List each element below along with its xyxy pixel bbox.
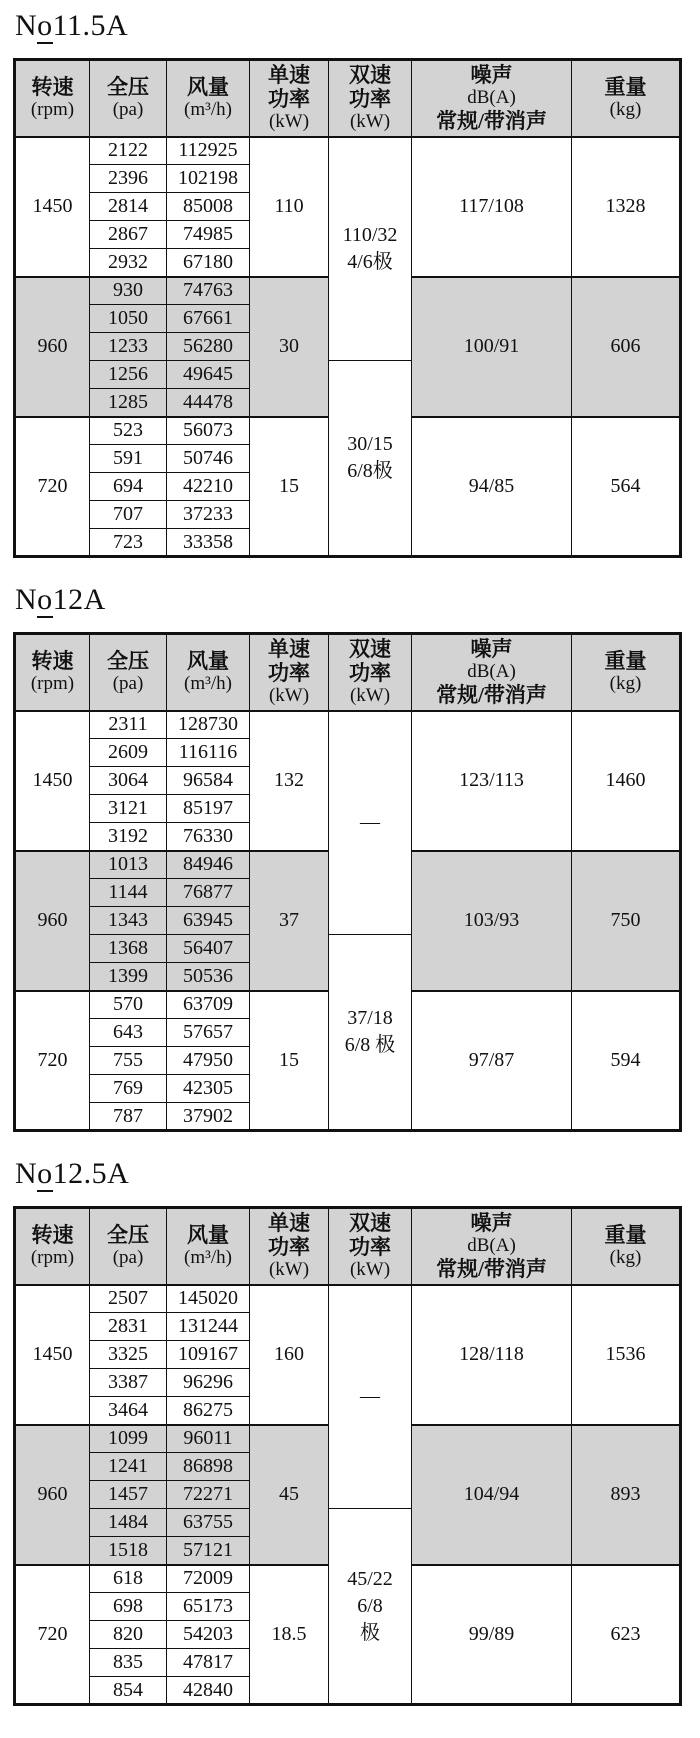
header-line: 单速 — [268, 637, 310, 662]
cell-airflow: 54203 — [167, 1621, 250, 1649]
dual-power-line: 6/8 极 — [344, 1034, 396, 1056]
cell-airflow: 116116 — [167, 739, 250, 767]
cell-airflow: 33358 — [167, 529, 250, 557]
header-line: 全压 — [107, 75, 149, 100]
cell-noise: 97/87 — [412, 991, 572, 1131]
cell-pressure: 3121 — [90, 795, 167, 823]
cell-dual-power-top — [329, 1285, 412, 1509]
cell-airflow: 102198 — [167, 165, 250, 193]
cell-airflow: 42840 — [167, 1677, 250, 1705]
cell-pressure: 1285 — [90, 389, 167, 417]
header-line: (rpm) — [30, 99, 75, 121]
header-line: (kW) — [349, 1259, 391, 1281]
header-line: dB(A) — [467, 661, 516, 683]
header-line: (kW) — [268, 1259, 310, 1281]
cell-single-power: 37 — [250, 851, 329, 991]
cell-pressure: 618 — [90, 1565, 167, 1593]
cell-pressure: 820 — [90, 1621, 167, 1649]
cell-pressure: 570 — [90, 991, 167, 1019]
spec-table-head — [15, 60, 681, 137]
cell-pressure: 769 — [90, 1075, 167, 1103]
cell-noise: 123/113 — [412, 711, 572, 851]
cell-airflow: 67180 — [167, 249, 250, 277]
spec-table-body — [15, 137, 681, 557]
cell-pressure: 2311 — [90, 711, 167, 739]
cell-pressure: 1343 — [90, 907, 167, 935]
cell-airflow: 37233 — [167, 501, 250, 529]
cell-pressure: 787 — [90, 1103, 167, 1131]
cell-pressure: 2396 — [90, 165, 167, 193]
cell-rpm: 1450 — [15, 1285, 90, 1425]
cell-single-power: 132 — [250, 711, 329, 851]
dual-power-line: 4/6极 — [347, 250, 393, 273]
cell-pressure: 2122 — [90, 137, 167, 165]
col-header-dual-power — [329, 1208, 412, 1285]
header-line: 常规/带消声 — [436, 683, 547, 708]
model-letter-o-underlined: o — [37, 583, 53, 616]
spec-table — [13, 632, 682, 1132]
col-header-single-power — [250, 634, 329, 711]
cell-airflow: 65173 — [167, 1593, 250, 1621]
header-line: (rpm) — [30, 1247, 75, 1269]
cell-rpm: 720 — [15, 417, 90, 557]
cell-airflow: 56280 — [167, 333, 250, 361]
header-line: (kW) — [268, 685, 310, 707]
dual-power-line: 30/15 — [347, 433, 393, 455]
cell-noise: 103/93 — [412, 851, 572, 991]
cell-pressure: 1013 — [90, 851, 167, 879]
col-header-dual-power — [329, 634, 412, 711]
model-letter-o-underlined: o — [37, 1157, 53, 1190]
cell-pressure: 2867 — [90, 221, 167, 249]
header-line: 功率 — [268, 87, 310, 112]
cell-single-power: 15 — [250, 417, 329, 557]
cell-pressure: 3325 — [90, 1341, 167, 1369]
cell-pressure: 3387 — [90, 1369, 167, 1397]
cell-airflow: 42305 — [167, 1075, 250, 1103]
cell-weight: 606 — [572, 277, 681, 417]
header-line: (pa) — [112, 1247, 144, 1269]
header-line: 转速 — [31, 649, 74, 674]
cell-airflow: 85197 — [167, 795, 250, 823]
header-line: 单速 — [268, 1211, 310, 1236]
col-header-pressure — [90, 1208, 167, 1285]
header-line: 单速 — [268, 63, 310, 88]
col-header-rpm — [15, 634, 90, 711]
header-line: dB(A) — [467, 1235, 516, 1257]
col-header-single-power — [250, 60, 329, 137]
cell-airflow: 47817 — [167, 1649, 250, 1677]
cell-weight: 594 — [572, 991, 681, 1131]
header-line: 双速 — [349, 1211, 391, 1236]
cell-noise: 117/108 — [412, 137, 572, 277]
cell-dual-power-top — [329, 711, 412, 935]
cell-dual-power-top — [329, 137, 412, 361]
header-line: 重量 — [604, 649, 647, 674]
cell-noise: 94/85 — [412, 417, 572, 557]
cell-rpm: 720 — [15, 1565, 90, 1705]
col-header-weight — [572, 1208, 681, 1285]
header-line: (kg) — [609, 1247, 642, 1269]
header-line: 双速 — [349, 63, 391, 88]
cell-pressure: 1144 — [90, 879, 167, 907]
cell-airflow: 76877 — [167, 879, 250, 907]
cell-pressure: 698 — [90, 1593, 167, 1621]
cell-airflow: 72271 — [167, 1481, 250, 1509]
col-header-dual-power — [329, 60, 412, 137]
cell-pressure: 694 — [90, 473, 167, 501]
model-letter-n: N — [15, 583, 38, 616]
cell-dual-power-bottom — [329, 1509, 412, 1705]
cell-weight: 1536 — [572, 1285, 681, 1425]
spec-table-head — [15, 634, 681, 711]
model-size-number: 12A — [52, 583, 106, 616]
col-header-pressure — [90, 60, 167, 137]
header-row — [15, 634, 681, 711]
cell-airflow: 49645 — [167, 361, 250, 389]
cell-weight: 893 — [572, 1425, 681, 1565]
spec-table — [13, 58, 682, 558]
col-header-weight — [572, 60, 681, 137]
cell-pressure: 755 — [90, 1047, 167, 1075]
cell-airflow: 50536 — [167, 963, 250, 991]
cell-rpm: 1450 — [15, 711, 90, 851]
header-line: 功率 — [349, 661, 391, 686]
cell-airflow: 74763 — [167, 277, 250, 305]
cell-weight: 623 — [572, 1565, 681, 1705]
model-title — [15, 1156, 682, 1192]
cell-pressure: 1484 — [90, 1509, 167, 1537]
cell-pressure: 2932 — [90, 249, 167, 277]
cell-pressure: 1099 — [90, 1425, 167, 1453]
cell-pressure: 591 — [90, 445, 167, 473]
dual-power-line: 110/32 — [342, 223, 398, 246]
cell-rpm: 960 — [15, 277, 90, 417]
header-line: 功率 — [349, 87, 391, 112]
cell-noise: 104/94 — [412, 1425, 572, 1565]
cell-weight: 750 — [572, 851, 681, 991]
cell-airflow: 56407 — [167, 935, 250, 963]
header-line: 功率 — [349, 1235, 391, 1260]
cell-airflow: 128730 — [167, 711, 250, 739]
cell-airflow: 131244 — [167, 1313, 250, 1341]
model-letter-o-underlined: o — [37, 9, 53, 42]
cell-airflow: 56073 — [167, 417, 250, 445]
header-line: 常规/带消声 — [436, 109, 547, 134]
cell-pressure: 1241 — [90, 1453, 167, 1481]
cell-dual-power-bottom — [329, 935, 412, 1131]
cell-airflow: 74985 — [167, 221, 250, 249]
cell-single-power: 18.5 — [250, 1565, 329, 1705]
header-line: 转速 — [31, 75, 74, 100]
table-section — [13, 1156, 682, 1706]
col-header-noise — [412, 634, 572, 711]
cell-single-power: 30 — [250, 277, 329, 417]
header-line: (m³/h) — [184, 99, 232, 121]
cell-pressure: 854 — [90, 1677, 167, 1705]
header-row — [15, 1208, 681, 1285]
cell-pressure: 2609 — [90, 739, 167, 767]
table-row — [15, 1285, 681, 1313]
cell-airflow: 57121 — [167, 1537, 250, 1565]
header-line: (kg) — [609, 99, 642, 121]
col-header-airflow — [167, 60, 250, 137]
cell-airflow: 63709 — [167, 991, 250, 1019]
cell-airflow: 47950 — [167, 1047, 250, 1075]
col-header-noise — [412, 60, 572, 137]
header-line: 双速 — [349, 637, 391, 662]
cell-pressure: 3064 — [90, 767, 167, 795]
cell-noise: 128/118 — [412, 1285, 572, 1425]
table-section — [13, 8, 682, 558]
header-line: 噪声 — [470, 637, 513, 662]
cell-pressure: 3464 — [90, 1397, 167, 1425]
header-line: 重量 — [604, 75, 647, 100]
header-line: 噪声 — [470, 63, 513, 88]
header-line: (m³/h) — [184, 673, 232, 695]
header-line: 噪声 — [470, 1211, 513, 1236]
cell-dual-power-bottom — [329, 361, 412, 557]
model-size-number: 12.5A — [52, 1157, 130, 1190]
col-header-airflow — [167, 1208, 250, 1285]
cell-airflow: 96296 — [167, 1369, 250, 1397]
spec-table-head — [15, 1208, 681, 1285]
col-header-noise — [412, 1208, 572, 1285]
dual-power-line: — — [360, 1385, 380, 1408]
cell-airflow: 76330 — [167, 823, 250, 851]
header-line: 功率 — [268, 1235, 310, 1260]
header-line: (pa) — [112, 673, 144, 695]
cell-pressure: 2507 — [90, 1285, 167, 1313]
table-section — [13, 582, 682, 1132]
dual-power-line: — — [360, 811, 380, 834]
dual-power-line: 45/22 — [347, 1567, 393, 1590]
header-line: 全压 — [107, 1223, 149, 1248]
dual-power-line: 6/8极 — [347, 460, 393, 482]
cell-pressure: 1256 — [90, 361, 167, 389]
header-line: 风量 — [187, 649, 229, 674]
cell-airflow: 86275 — [167, 1397, 250, 1425]
header-line: 风量 — [187, 1223, 229, 1248]
cell-airflow: 63755 — [167, 1509, 250, 1537]
cell-pressure: 2831 — [90, 1313, 167, 1341]
header-line: (pa) — [112, 99, 144, 121]
model-letter-n: N — [15, 1157, 38, 1190]
model-title — [15, 8, 682, 44]
cell-pressure: 723 — [90, 529, 167, 557]
cell-airflow: 109167 — [167, 1341, 250, 1369]
spec-table-body — [15, 1285, 681, 1705]
header-line: (kW) — [349, 685, 391, 707]
header-line: dB(A) — [467, 87, 516, 109]
cell-single-power: 110 — [250, 137, 329, 277]
cell-pressure: 1457 — [90, 1481, 167, 1509]
cell-pressure: 1399 — [90, 963, 167, 991]
cell-rpm: 720 — [15, 991, 90, 1131]
cell-airflow: 84946 — [167, 851, 250, 879]
cell-weight: 1460 — [572, 711, 681, 851]
cell-rpm: 1450 — [15, 137, 90, 277]
cell-pressure: 835 — [90, 1649, 167, 1677]
table-row — [15, 137, 681, 165]
header-line: 风量 — [187, 75, 229, 100]
cell-airflow: 86898 — [167, 1453, 250, 1481]
header-line: (m³/h) — [184, 1247, 232, 1269]
cell-single-power: 15 — [250, 991, 329, 1131]
cell-airflow: 112925 — [167, 137, 250, 165]
model-letter-n: N — [15, 9, 38, 42]
col-header-airflow — [167, 634, 250, 711]
cell-single-power: 45 — [250, 1425, 329, 1565]
cell-rpm: 960 — [15, 851, 90, 991]
header-line: 全压 — [107, 649, 149, 674]
col-header-weight — [572, 634, 681, 711]
header-line: 转速 — [31, 1223, 74, 1248]
table-row — [15, 711, 681, 739]
cell-noise: 100/91 — [412, 277, 572, 417]
col-header-pressure — [90, 634, 167, 711]
cell-airflow: 42210 — [167, 473, 250, 501]
cell-airflow: 67661 — [167, 305, 250, 333]
cell-pressure: 1233 — [90, 333, 167, 361]
spec-table-body — [15, 711, 681, 1131]
cell-pressure: 1518 — [90, 1537, 167, 1565]
cell-pressure: 1050 — [90, 305, 167, 333]
dual-power-line: 6/8 — [357, 1594, 383, 1617]
cell-pressure: 643 — [90, 1019, 167, 1047]
spec-table — [13, 1206, 682, 1706]
cell-airflow: 145020 — [167, 1285, 250, 1313]
header-line: 重量 — [604, 1223, 647, 1248]
cell-pressure: 1368 — [90, 935, 167, 963]
header-line: (kW) — [268, 111, 310, 133]
header-row — [15, 60, 681, 137]
cell-pressure: 523 — [90, 417, 167, 445]
cell-airflow: 57657 — [167, 1019, 250, 1047]
cell-airflow: 72009 — [167, 1565, 250, 1593]
col-header-rpm — [15, 60, 90, 137]
cell-airflow: 96584 — [167, 767, 250, 795]
col-header-single-power — [250, 1208, 329, 1285]
cell-rpm: 960 — [15, 1425, 90, 1565]
cell-airflow: 50746 — [167, 445, 250, 473]
cell-airflow: 63945 — [167, 907, 250, 935]
cell-pressure: 930 — [90, 277, 167, 305]
cell-single-power: 160 — [250, 1285, 329, 1425]
cell-weight: 1328 — [572, 137, 681, 277]
dual-power-line: 极 — [360, 1621, 380, 1644]
cell-pressure: 3192 — [90, 823, 167, 851]
cell-airflow: 37902 — [167, 1103, 250, 1131]
cell-airflow: 96011 — [167, 1425, 250, 1453]
cell-airflow: 44478 — [167, 389, 250, 417]
cell-pressure: 707 — [90, 501, 167, 529]
cell-weight: 564 — [572, 417, 681, 557]
header-line: (rpm) — [30, 673, 75, 695]
model-size-number: 11.5A — [52, 9, 129, 42]
header-line: 常规/带消声 — [436, 1257, 547, 1282]
cell-airflow: 85008 — [167, 193, 250, 221]
model-title — [15, 582, 682, 618]
cell-pressure: 2814 — [90, 193, 167, 221]
header-line: (kg) — [609, 673, 642, 695]
cell-noise: 99/89 — [412, 1565, 572, 1705]
header-line: (kW) — [349, 111, 391, 133]
header-line: 功率 — [268, 661, 310, 686]
dual-power-line: 37/18 — [347, 1007, 393, 1029]
col-header-rpm — [15, 1208, 90, 1285]
